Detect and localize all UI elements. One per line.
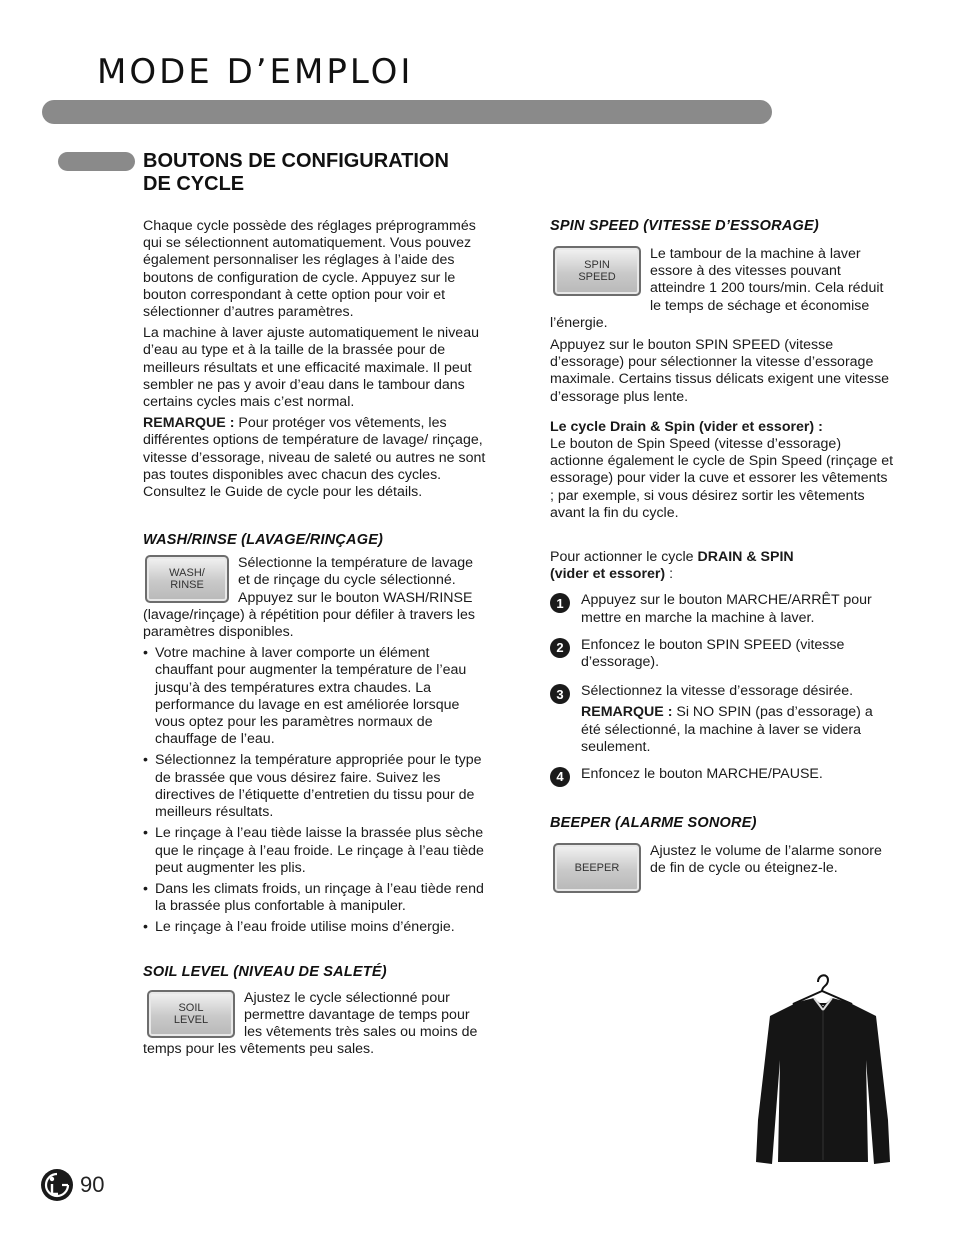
soil-level-block (143, 990, 488, 1059)
step-text: Sélectionnez la vitesse d’essorage désirée. (581, 683, 854, 700)
drain-intro-bold: DRAIN & SPIN (vider et essorer) (550, 549, 794, 583)
beeper-block (550, 843, 895, 877)
page-number: 90 (80, 1172, 105, 1197)
wash-rinse-button-line1: WASH/ (169, 567, 205, 580)
step-item (550, 766, 895, 783)
header-bar (42, 100, 772, 124)
step-item (550, 683, 895, 756)
step-note-text: Si NO SPIN (pas d’essorage) a été sélectionné, la machine à laver se videra seulement. (581, 704, 873, 755)
soil-level-button[interactable] (147, 990, 235, 1038)
page-header-title: MODE D’EMPLOI (97, 52, 414, 92)
intro-paragraph-1: Chaque cycle possède des réglages préprogrammés qui se sélectionnent automatiquement. Vous pouvez également personnaliser les réglages à l’aide des boutons de configuration de cycle. Appuyez sur le bouton correspondant à cette option pour voir et sélectionner d’autres paramètres. (143, 218, 476, 321)
step-number: 4 (550, 767, 570, 787)
list-item: • Dans les climats froids, un rinçage à l’eau tiède rend la brassée plus confortable à manipuler. (155, 881, 488, 915)
step-text: Enfoncez le bouton SPIN SPEED (vitesse d’essorage). (581, 636, 845, 671)
spin-speed-text: Le tambour de la machine à laver essore à des vitesses pouvant atteindre 1 200 tours/min. Cela réduit le temps de séchage et économise l’énergie. (550, 246, 884, 331)
spin-speed-button[interactable] (553, 246, 641, 296)
step-text: Enfoncez le bouton MARCHE/PAUSE. (581, 766, 823, 783)
shirt-on-hanger-icon (748, 970, 898, 1170)
spin-speed-heading: SPIN SPEED (VITESSE D’ESSORAGE) (550, 218, 819, 234)
wash-rinse-text: Sélectionne la température de lavage et de rinçage du cycle sélectionné. Appuyez sur le bouton WASH/RINSE (lavage/rinçage) à répétition pour défiler à travers les paramètres disponibles. (143, 555, 475, 641)
spin-speed-button-line1: SPIN (584, 259, 610, 271)
spin-speed-text-2: Appuyez sur le bouton SPIN SPEED (vitesse d’essorage) pour sélectionner la vitesse d’essorage maximale. Certains tissus délicats exigent une vitesse d’essorage plus lente. (550, 337, 890, 405)
spin-speed-button-line2: SPEED (578, 271, 616, 283)
step-note (581, 704, 895, 756)
soil-level-text: Ajustez le cycle sélectionné pour permettre davantage de temps pour les vêtements très sales ou moins de temps pour les vêtements peu sales. (143, 989, 478, 1058)
step-item (550, 637, 895, 671)
drain-spin-steps (550, 592, 895, 783)
list-item: • Votre machine à laver comporte un élément chauffant pour augmenter la température de l’eau jusqu’à des températures extra chaudes. La performance du lavage en est améliorée lorsque vous optez pour les paramètres normaux de chauffage de l’eau. (155, 645, 488, 748)
beeper-text: Ajustez le volume de l’alarme sonore de fin de cycle ou éteignez-le. (650, 843, 882, 877)
step-number: 2 (550, 638, 570, 658)
drain-spin-paragraph (550, 419, 895, 522)
note-label: REMARQUE : (143, 415, 235, 432)
step-number: 1 (550, 593, 570, 613)
beeper-heading: BEEPER (ALARME SONORE) (550, 815, 757, 832)
list-item: • Sélectionnez la température appropriée pour le type de brassée que vous désirez faire. Suivez les directives de l’étiquette d’entretien du tissu pour de meilleurs résultats. (155, 752, 488, 821)
soil-level-heading: SOIL LEVEL (NIVEAU DE SALETÉ) (143, 963, 387, 980)
wash-rinse-button[interactable] (145, 555, 229, 603)
wash-rinse-heading: WASH/RINSE (LAVAGE/RINÇAGE) (143, 532, 384, 549)
beeper-button[interactable] (553, 843, 641, 893)
beeper-button-label: BEEPER (574, 862, 620, 875)
wash-rinse-block (143, 555, 488, 641)
soil-level-button-line1: SOIL (178, 1001, 204, 1014)
step-note-label: REMARQUE : (581, 704, 673, 721)
section-title-line1: BOUTONS DE CONFIGURATION (143, 150, 449, 172)
soil-level-button-line2: LEVEL (173, 1013, 209, 1026)
section-title (143, 150, 449, 196)
section-pill (58, 152, 135, 171)
drain-spin-text: Le bouton de Spin Speed (vitesse d’essorage) actionne également le cycle de Spin Speed (rinçage et essorage) pour vider la cuve et essorer les vêtements ; par exemple, si vous désirez sortir les vêtements avant la fin du cycle. (550, 436, 894, 521)
section-title-line2: DE CYCLE (143, 173, 245, 195)
wash-rinse-button-line2: RINSE (170, 579, 204, 592)
left-column (143, 218, 488, 1058)
step-item (550, 592, 895, 626)
note-text: Pour protéger vos vêtements, les différentes options de température de lavage/ rinçage, vitesse d’essorage, niveau de saleté ou autres ne sont pas toutes disponibles avec chacun des cycles. Consultez le Guide de cycle pour les détails. (143, 415, 486, 501)
right-column (550, 218, 895, 895)
drain-spin-label: Le cycle Drain & Spin (vider et essorer) : (550, 418, 823, 435)
drain-intro-suffix: : (665, 566, 674, 583)
intro-paragraph-2: La machine à laver ajuste automatiquement le niveau d’eau au type et à la taille de la brassée pour de meilleurs résultats et une efficacité maximale. Il peut sembler ne pas y avoir d’eau dans le tambour dans certains cycles mais c’est normal. (143, 325, 479, 411)
intro-note (143, 415, 488, 501)
drain-spin-intro (550, 549, 830, 583)
wash-rinse-bullets (143, 645, 488, 936)
step-number: 3 (550, 684, 570, 704)
list-item: • Le rinçage à l’eau tiède laisse la brassée plus sèche que le rinçage à l’eau froide. Le rinçage à l’eau tiède peut augmenter les plis. (155, 825, 488, 877)
step-text: Appuyez sur le bouton MARCHE/ARRÊT pour mettre en marche la machine à laver. (581, 592, 872, 626)
spin-speed-block (550, 246, 895, 332)
lg-logo-icon (40, 1168, 74, 1202)
drain-intro-prefix: Pour actionner le cycle (550, 549, 698, 566)
list-item: • Le rinçage à l’eau froide utilise moins d’énergie. (155, 919, 488, 936)
